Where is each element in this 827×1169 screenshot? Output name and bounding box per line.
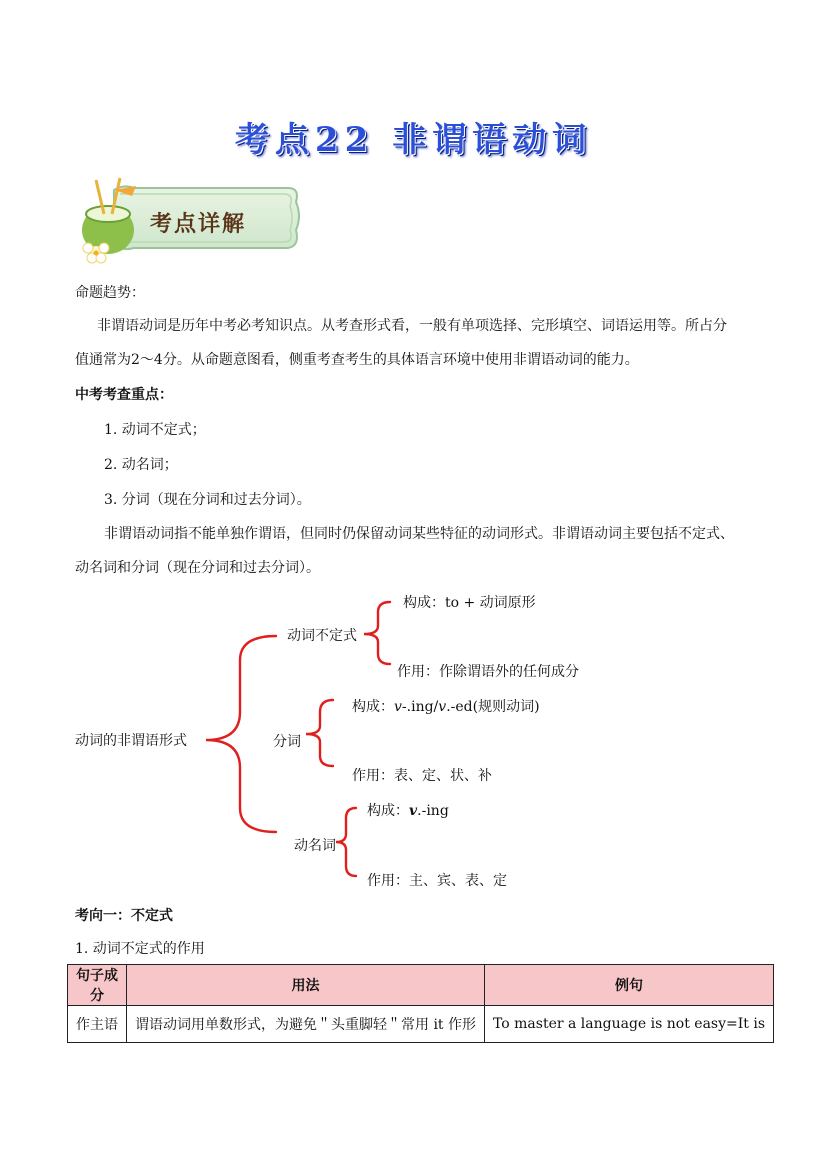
trend-paragraph-line2: 值通常为2～4分。从命题意图看，侧重考查考生的具体语言环境中使用非谓语动词的能力。 bbox=[75, 352, 639, 368]
banner-label: 考点详解 bbox=[150, 211, 247, 237]
intro-line1: 非谓语动词指不能单独作谓语，但同时仍保留动词某些特征的动词形式。非谓语动词主要包括不定式、 bbox=[104, 526, 734, 542]
focus-item: 1. 动词不定式； bbox=[104, 422, 206, 438]
infinitive-form: 构成：to + 动词原形 bbox=[403, 595, 536, 611]
focus-item: 2. 动名词； bbox=[104, 457, 178, 473]
infinitive-label: 动词不定式 bbox=[287, 628, 357, 644]
section-heading: 考向一：不定式 bbox=[75, 908, 173, 924]
table-row bbox=[68, 1006, 774, 1043]
gerund-label: 动名词 bbox=[294, 838, 336, 854]
table-header: 句子成分 bbox=[68, 965, 127, 1006]
trend-paragraph-line1: 非谓语动词是历年中考必考知识点。从考查形式看，一般有单项选择、完形填空、词语运用等。所占分 bbox=[97, 318, 727, 334]
root-brace bbox=[206, 636, 276, 832]
infinitive-function-table bbox=[67, 964, 774, 1043]
participle-form: 构成：v-.ing/v.-ed(规则动词) bbox=[352, 699, 540, 715]
table-header: 用法 bbox=[127, 965, 485, 1006]
page-title: 考点22 非谓语动词 bbox=[234, 120, 593, 160]
table-header-row bbox=[68, 965, 774, 1006]
table-cell: 作主语 bbox=[68, 1006, 127, 1043]
diagram-root: 动词的非谓语形式 bbox=[75, 733, 187, 749]
table-cell: 谓语动词用单数形式，为避免＂头重脚轻＂常用 it 作形 bbox=[127, 1006, 485, 1043]
intro-line2: 动名词和分词（现在分词和过去分词）。 bbox=[75, 560, 320, 576]
gerund-use: 作用：主、宾、表、定 bbox=[367, 873, 507, 889]
trend-heading: 命题趋势： bbox=[75, 285, 145, 301]
gerund-brace bbox=[336, 808, 356, 876]
focus-item: 3. 分词（现在分词和过去分词）。 bbox=[104, 492, 311, 508]
table-header: 例句 bbox=[485, 965, 774, 1006]
infinitive-use: 作用：作除谓语外的任何成分 bbox=[397, 664, 579, 680]
sub-heading: 1. 动词不定式的作用 bbox=[75, 941, 205, 957]
participle-label: 分词 bbox=[273, 734, 301, 750]
focus-heading: 中考考查重点： bbox=[75, 387, 173, 403]
participle-brace bbox=[306, 700, 333, 766]
participle-use: 作用：表、定、状、补 bbox=[352, 768, 492, 784]
gerund-form: 构成：v.-ing bbox=[367, 803, 449, 819]
infinitive-brace bbox=[364, 602, 390, 664]
table-cell: To master a language is not easy=It is bbox=[485, 1006, 774, 1043]
